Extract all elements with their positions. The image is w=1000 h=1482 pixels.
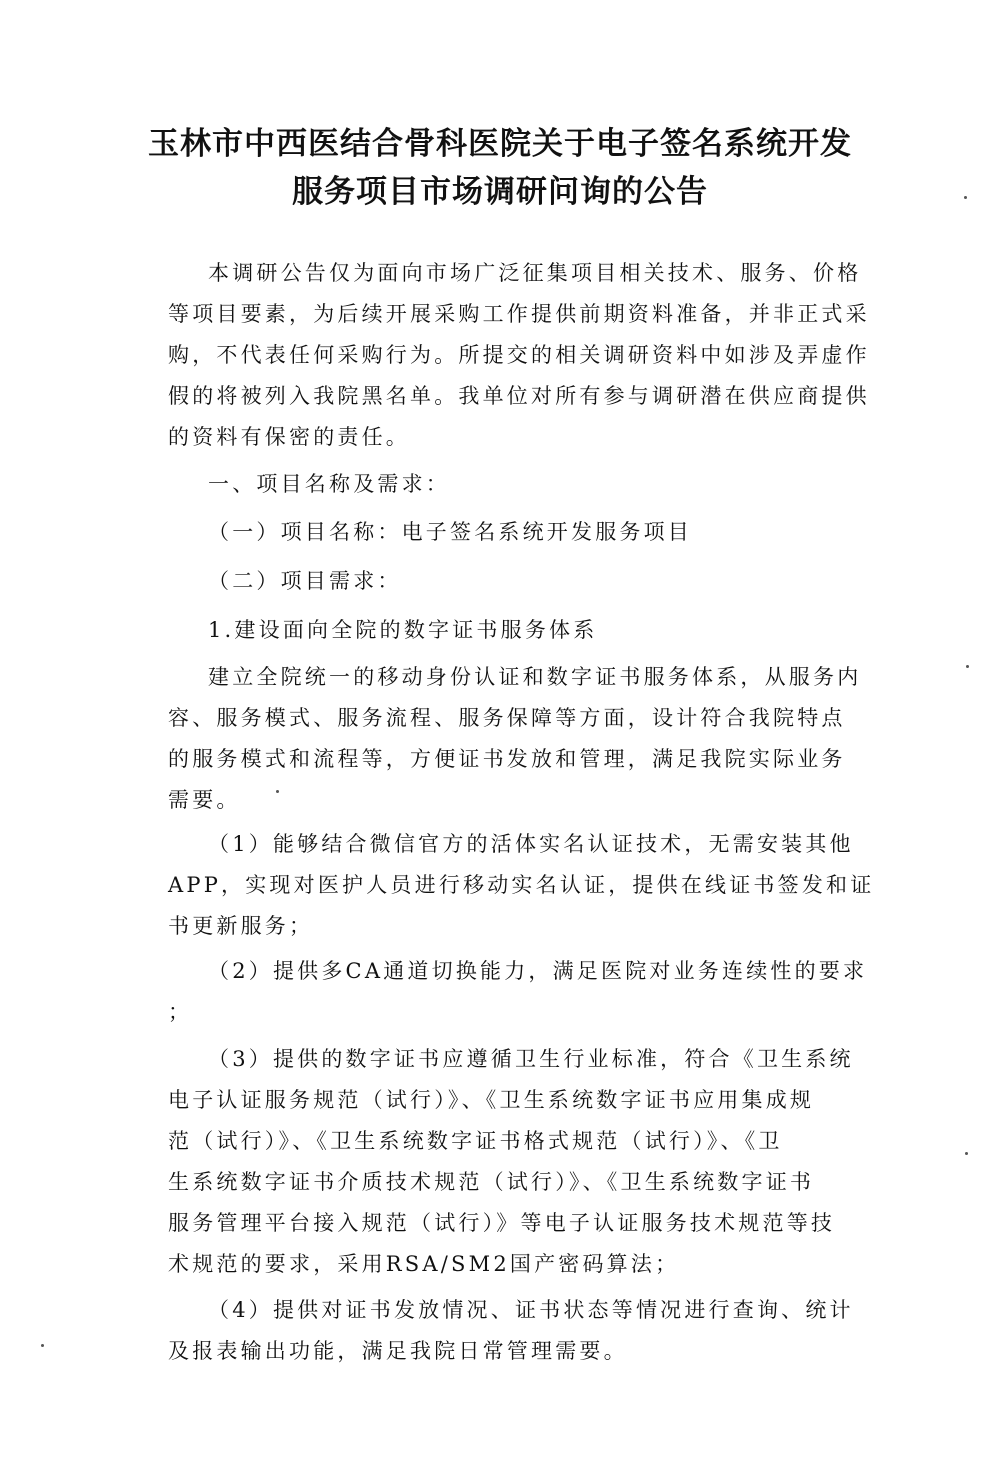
requirement-subheading: 1.建设面向全院的数字证书服务体系: [208, 618, 598, 642]
point1-line-1: （1）能够结合微信官方的活体实名认证技术，无需安装其他: [208, 832, 854, 856]
project-requirement-item: （二）项目需求：: [208, 569, 402, 593]
intro-line-3: 购，不代表任何采购行为。所提交的相关调研资料中如涉及弄虚作: [168, 343, 870, 367]
point4-line-2: 及报表输出功能，满足我院日常管理需要。: [168, 1339, 628, 1363]
point2-line-1: （2）提供多CA通道切换能力，满足医院对业务连续性的要求: [208, 959, 868, 983]
point3-line-1: （3）提供的数字证书应遵循卫生行业标准，符合《卫生系统: [208, 1047, 854, 1071]
desc-line-3: 的服务模式和流程等，方便证书发放和管理，满足我院实际业务: [168, 747, 846, 771]
document-title-line-1: 玉林市中西医结合骨科医院关于电子签名系统开发: [148, 126, 852, 162]
point3-line-3: 范（试行）》、《卫生系统数字证书格式规范（试行）》、《卫: [168, 1129, 783, 1153]
intro-line-5: 的资料有保密的责任。: [168, 425, 410, 449]
section-heading: 一、项目名称及需求：: [208, 472, 450, 496]
scan-speck: [41, 1344, 44, 1347]
point1-line-3: 书更新服务；: [168, 914, 314, 938]
point1-line-2: APP，实现对医护人员进行移动实名认证，提供在线证书签发和证: [168, 873, 875, 897]
scan-speck: [964, 196, 967, 199]
point3-line-4: 生系统数字证书介质技术规范（试行）》、《卫生系统数字证书: [168, 1170, 815, 1194]
desc-line-4: 需要。: [168, 788, 241, 812]
scan-speck: [965, 1152, 968, 1155]
point2-line-2: ；: [168, 1000, 193, 1024]
desc-line-2: 容、服务模式、服务流程、服务保障等方面，设计符合我院特点: [168, 706, 846, 730]
point3-line-5: 服务管理平台接入规范（试行）》等电子认证服务技术规范等技: [168, 1211, 836, 1235]
intro-line-1: 本调研公告仅为面向市场广泛征集项目相关技术、服务、价格: [208, 261, 862, 285]
project-name-item: （一）项目名称：电子签名系统开发服务项目: [208, 520, 692, 544]
scan-speck: [276, 790, 279, 793]
point3-line-6: 术规范的要求，采用RSA/SM2国产密码算法；: [168, 1252, 680, 1276]
desc-line-1: 建立全院统一的移动身份认证和数字证书服务体系，从服务内: [208, 665, 862, 689]
point3-line-2: 电子认证服务规范（试行）》、《卫生系统数字证书应用集成规: [168, 1088, 815, 1112]
document-title-line-2: 服务项目市场调研问询的公告: [292, 174, 708, 210]
intro-line-4: 假的将被列入我院黑名单。我单位对所有参与调研潜在供应商提供: [168, 384, 870, 408]
intro-line-2: 等项目要素，为后续开展采购工作提供前期资料准备，并非正式采: [168, 302, 870, 326]
point4-line-1: （4）提供对证书发放情况、证书状态等情况进行查询、统计: [208, 1298, 854, 1322]
scan-speck: [966, 665, 969, 668]
